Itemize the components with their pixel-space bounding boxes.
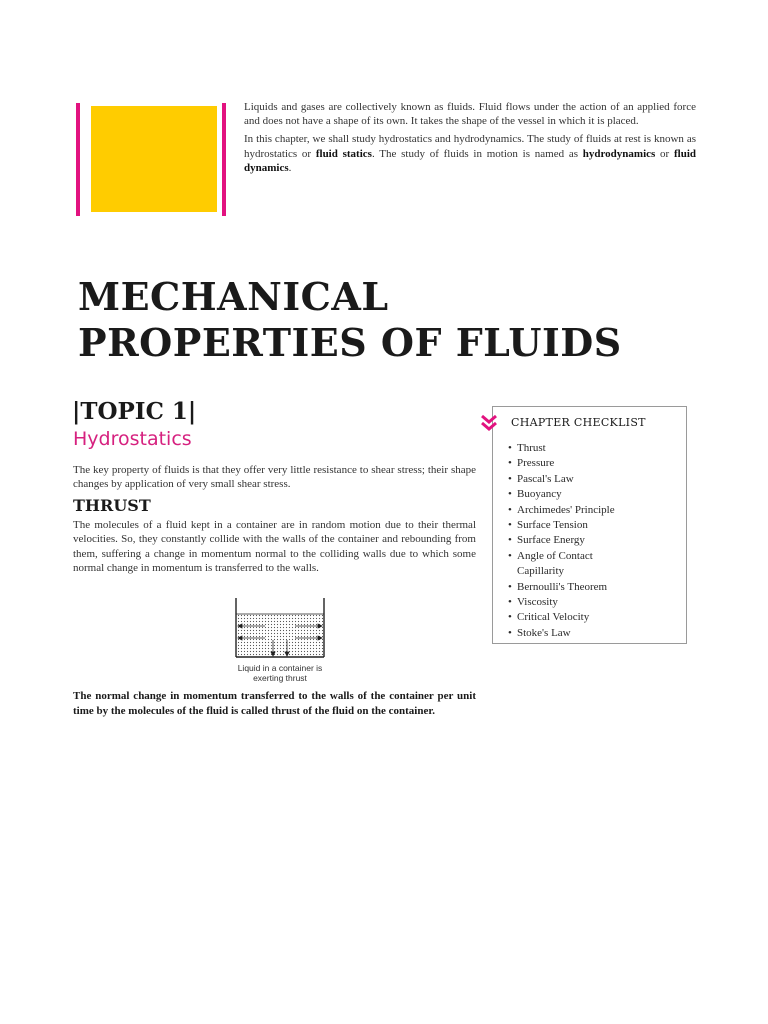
figure-caption-line-1: Liquid in a container is: [237, 663, 323, 673]
fluid-dynamics-term: fluid dynamics: [244, 147, 696, 174]
topic-name: Hydrostatics: [73, 428, 192, 450]
intro-paragraph-1: Liquids and gases are collectively known as fluids. Fluid flows under the action of an applied force and does not have a shape of its own. It takes the shape of the vessel in which it is placed.: [244, 101, 696, 128]
checklist-item: • Angle of Contact: [508, 549, 593, 562]
checklist-item: • Thrust: [508, 442, 546, 454]
yellow-square-graphic: [91, 106, 217, 212]
checklist-item: • Surface Tension: [508, 519, 588, 532]
hydrodynamics-term: hydrodynamics: [582, 147, 656, 160]
checklist-item: • Stoke's Law: [508, 626, 571, 639]
checklist-item: • Critical Velocity: [508, 611, 590, 624]
intro-text-block: [244, 100, 696, 179]
liquid-container-figure: [225, 596, 335, 660]
checklist-title: CHAPTER CHECKLIST: [511, 416, 646, 429]
thrust-paragraph: The molecules of a fluid kept in a container are in random motion due to their thermal velocities. So, they constantly collide with the walls of the container and rebounding from them, suffering a change in momentum normal to the colliding walls due to which some normal change in momentum is transferred to the walls.: [73, 519, 476, 574]
checklist-item: • Buoyancy: [508, 488, 562, 501]
chapter-title-line-2: PROPERTIES OF FLUIDS: [78, 320, 622, 365]
intro-p2-or: or: [655, 147, 674, 160]
figure-caption-line-2: exerting thrust: [253, 673, 307, 683]
liquid-fill: [237, 614, 323, 656]
checklist-item: • Bernoulli's Theorem: [508, 580, 608, 593]
thrust-definition: The normal change in momentum transferred to the walls of the container per unit time by the molecules of the fluid is called thrust of the fluid on the container.: [73, 690, 476, 717]
checklist-item: • Archimedes' Principle: [508, 503, 615, 516]
intro-p2-mid: . The study of fluids in motion is named as: [371, 147, 583, 160]
checklist-item: • Viscosity: [508, 596, 558, 609]
checklist-item: • Pascal's Law: [508, 472, 574, 485]
intro-p2-end: .: [288, 161, 292, 174]
topic-number: |TOPIC 1|: [72, 398, 197, 425]
checklist-item: • Pressure: [508, 457, 555, 470]
fluid-statics-term: fluid statics: [315, 147, 372, 160]
checklist-item-continuation: Capillarity: [517, 565, 565, 578]
intro-p2-start: In this chapter, we shall study hydrostatics and hydrodynamics. The study of fluids at rest is known as hydrostatics or: [244, 133, 696, 160]
thrust-heading: THRUST: [73, 496, 151, 515]
checklist-item: • Surface Energy: [508, 534, 585, 547]
right-accent-bar: [222, 103, 226, 216]
checklist: [508, 441, 615, 641]
figure-caption: [210, 663, 350, 683]
intro-paragraph-2: [244, 132, 696, 175]
chapter-title-line-1: MECHANICAL: [78, 274, 389, 319]
left-accent-bar: [76, 103, 80, 216]
double-chevron-down-icon: [480, 413, 498, 433]
chapter-title: [78, 274, 678, 366]
key-property-text: The key property of fluids is that they offer very little resistance to shear stress; their shape changes by application of very small shear stress.: [73, 464, 476, 491]
